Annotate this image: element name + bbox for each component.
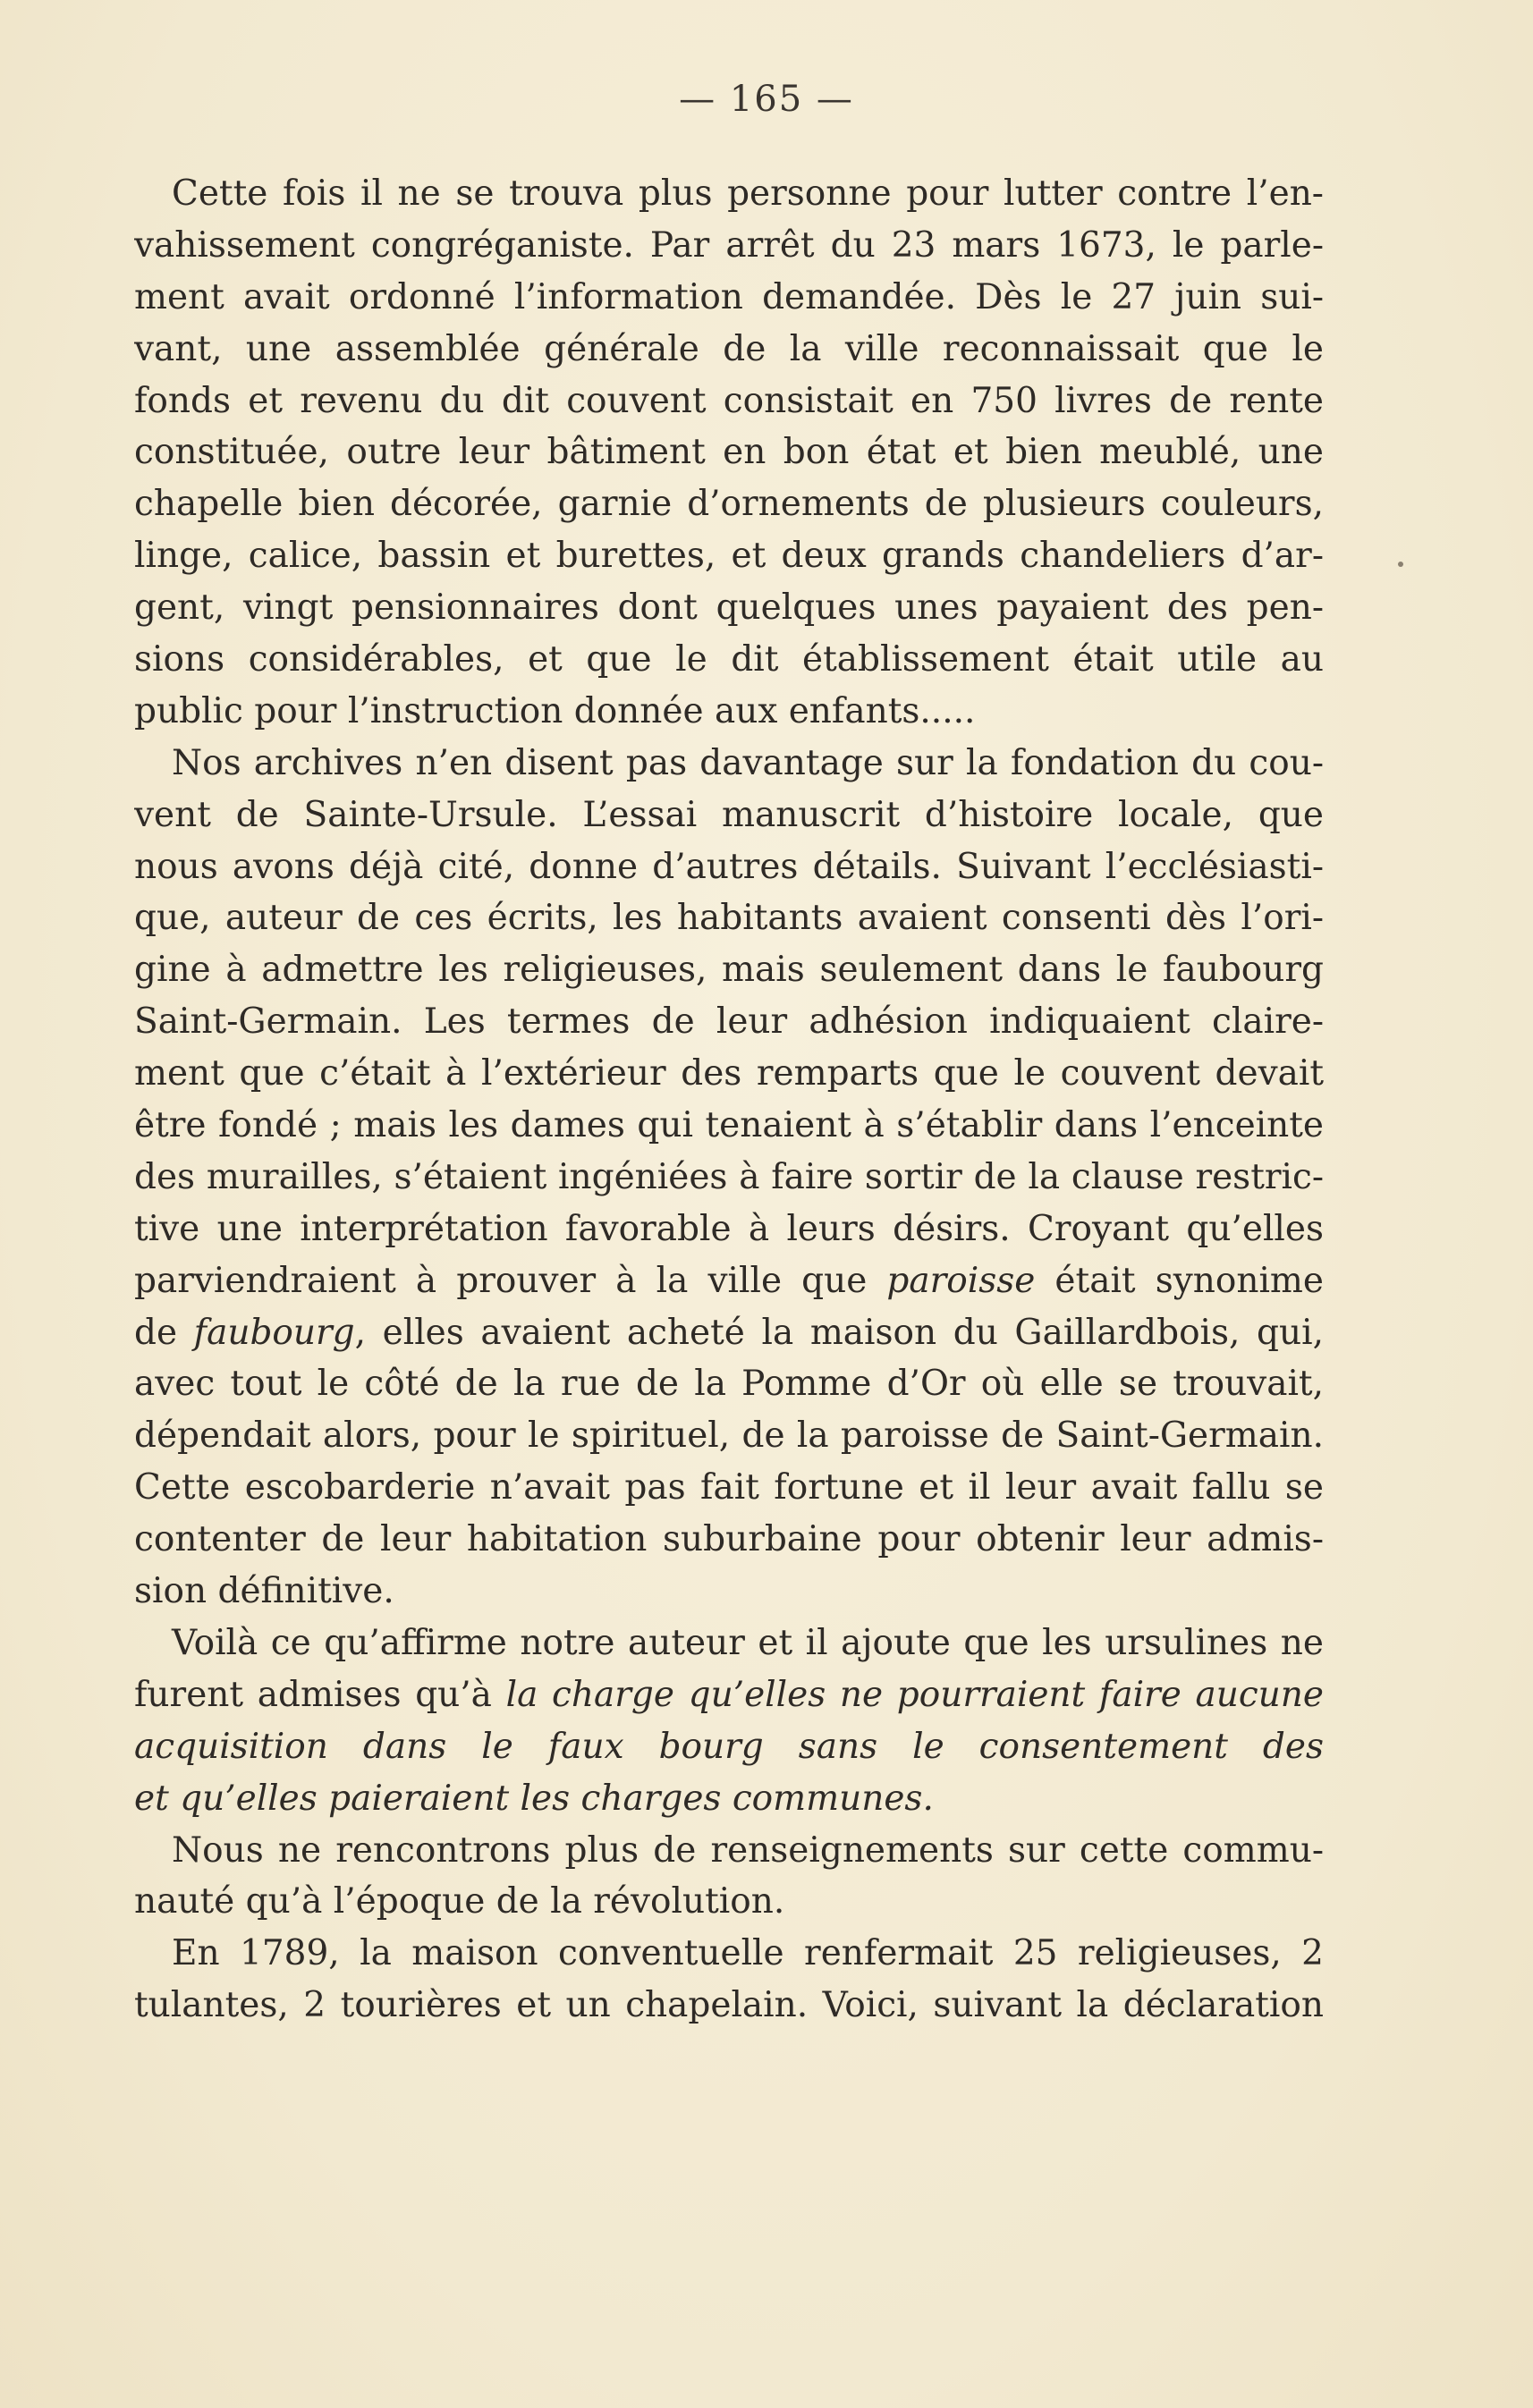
text-line: Saint-Germain. Les termes de leur adhésion indiquaient claire- — [134, 1001, 1324, 1043]
text-line: fonds et revenu du dit couvent consistait en 750 livres de rente — [134, 380, 1324, 421]
text-line: gent, vingt pensionnaires dont quelques unes payaient des pen- — [134, 587, 1324, 629]
text-line — [134, 1721, 1324, 1773]
text-line: En 1789, la maison conventuelle renfermait 25 religieuses, 2 — [172, 1933, 1324, 1974]
text-segment: parviendraient à prouver à la ville que — [134, 1260, 887, 1301]
text-line: constituée, outre leur bâtiment en bon état et bien meublé, une — [134, 432, 1324, 473]
text-line — [134, 1255, 1324, 1307]
text-segment: était synonime — [1035, 1260, 1324, 1301]
text-line: avec tout le côté de la rue de la Pomme d’Or où elle se trouvait, — [134, 1364, 1324, 1405]
text-line: tulantes, 2 tourières et un chapelain. Voici, suivant la déclaration — [134, 1985, 1324, 2026]
text-segment: , elles avaient acheté la maison du Gaillardbois, qui, — [354, 1312, 1324, 1353]
text-line: nous avons déjà cité, donne d’autres détails. Suivant l’ecclésiasti- — [134, 846, 1324, 887]
text-segment: furent admises qu’à — [134, 1674, 506, 1715]
text-line: que, auteur de ces écrits, les habitants avaient consenti dès l’ori- — [134, 898, 1324, 939]
text-line: Nous ne rencontrons plus de renseignements sur cette commu- — [172, 1829, 1324, 1871]
text-line: Cette fois il ne se trouva plus personne pour lutter contre l’en- — [172, 173, 1324, 214]
italic-text: et qu’elles paieraient les charges communes. — [134, 1778, 934, 1819]
text-line: sions considérables, et que le dit établissement était utile au — [134, 639, 1324, 680]
text-line: public pour l’instruction donnée aux enfants..... — [134, 690, 976, 731]
text-line: Cette escobarderie n’avait pas fait fortune et il leur avait fallu se — [134, 1467, 1324, 1508]
page-number: — 165 — — [679, 79, 854, 120]
text-line: ment que c’était à l’extérieur des remparts que le couvent devait — [134, 1053, 1324, 1094]
italic-text: paroisse — [886, 1260, 1036, 1301]
text-line: dépendait alors, pour le spirituel, de la paroisse de Saint-Germain. — [134, 1415, 1324, 1457]
text-line: linge, calice, bassin et burettes, et deux grands chandeliers d’ar- — [134, 536, 1324, 577]
text-line: tive une interprétation favorable à leurs désirs. Croyant qu’elles — [134, 1208, 1324, 1249]
text-line: Voilà ce qu’affirme notre auteur et il ajoute que les ursulines ne — [172, 1622, 1324, 1663]
text-segment: de — [134, 1312, 194, 1353]
text-line: gine à admettre les religieuses, mais seulement dans le faubourg — [134, 950, 1324, 991]
text-line: contenter de leur habitation suburbaine pour obtenir leur admis- — [134, 1519, 1324, 1560]
text-line: vahissement congréganiste. Par arrêt du 23 mars 1673, le parle- — [134, 224, 1324, 266]
text-line: vent de Sainte-Ursule. L’essai manuscrit d’histoire locale, que — [134, 794, 1324, 835]
text-line: nauté qu’à l’époque de la révolution. — [134, 1881, 785, 1922]
italic-text: la charge qu’elles ne pourraient faire aucune — [505, 1674, 1324, 1715]
text-line — [134, 1773, 1324, 1825]
text-line: sion définitive. — [134, 1571, 394, 1612]
text-line — [134, 1307, 1324, 1359]
text-line: être fondé ; mais les dames qui tenaient à s’établir dans l’enceinte — [134, 1105, 1324, 1146]
text-line: chapelle bien décorée, garnie d’ornements de plusieurs couleurs, — [134, 484, 1324, 525]
margin-mark — [1398, 562, 1403, 567]
italic-text: acquisition dans le faux bourg sans le consentement des — [134, 1726, 1324, 1767]
text-line: des murailles, s’étaient ingéniées à faire sortir de la clause restric- — [134, 1156, 1324, 1197]
text-line — [134, 1669, 1324, 1721]
text-line: vant, une assemblée générale de la ville reconnaissait que le — [134, 328, 1324, 369]
italic-text: faubourg — [193, 1312, 355, 1353]
body-text — [134, 168, 1324, 2032]
text-line: ment avait ordonné l’information demandée. Dès le 27 juin sui- — [134, 276, 1324, 317]
text-line: Nos archives n’en disent pas davantage sur la fondation du cou- — [172, 742, 1324, 783]
